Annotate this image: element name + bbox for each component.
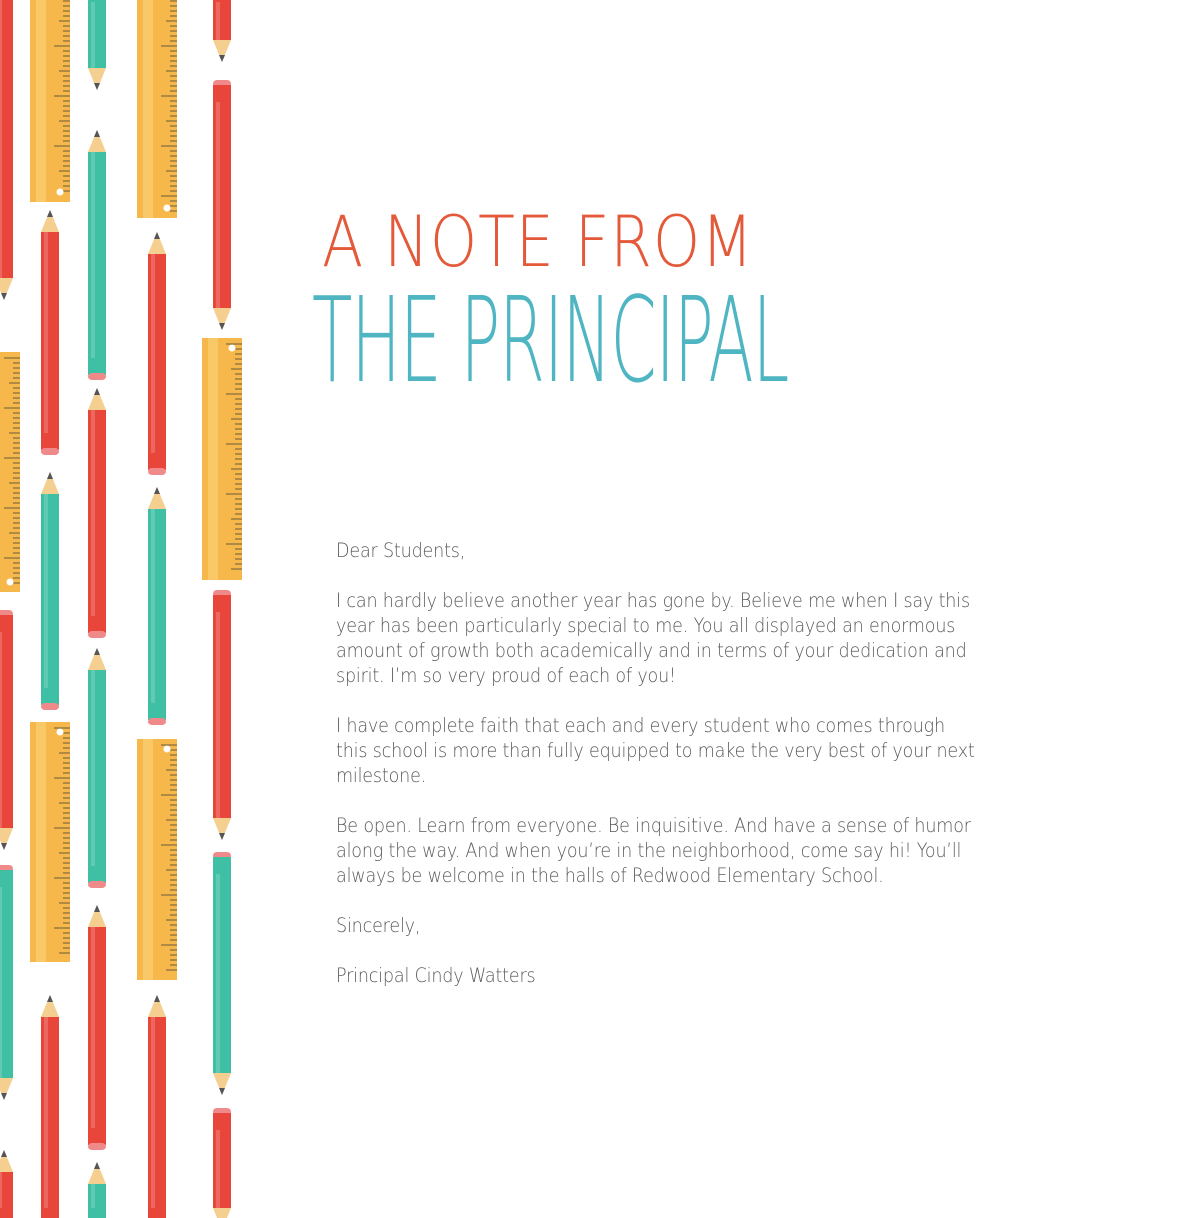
- pencil-icon: [41, 472, 59, 710]
- pencil-ruler-border: [0, 0, 250, 1218]
- ruler-icon: [30, 0, 70, 202]
- pencil-icon: [88, 388, 106, 638]
- letter-body: [336, 538, 1126, 1013]
- pencil-icon: [148, 232, 166, 475]
- pencil-icon: [213, 590, 231, 840]
- pencil-icon: [213, 0, 231, 62]
- pencil-icon: [148, 995, 166, 1218]
- pencil-icon: [0, 0, 13, 300]
- title-line-2: THE PRINCIPAL: [312, 271, 789, 409]
- ruler-icon: [137, 0, 177, 218]
- pencil-icon: [41, 210, 59, 455]
- closing: Sincerely,: [336, 914, 421, 937]
- paragraph-2: I have complete faith that each and every student who comes through this school is more than fully equipped to make the very best of your next milestone.: [336, 714, 975, 787]
- pencil-icon: [88, 1162, 106, 1218]
- pencil-icon: [88, 648, 106, 888]
- pencil-icon: [88, 0, 106, 90]
- pencil-icon: [0, 865, 13, 1100]
- ruler-icon: [30, 722, 70, 962]
- pencil-icon: [213, 80, 231, 330]
- ruler-icon: [0, 352, 20, 592]
- pencil-icon: [148, 487, 166, 725]
- pencil-icon: [213, 1108, 231, 1218]
- ruler-icon: [202, 338, 242, 580]
- ruler-icon: [137, 739, 177, 980]
- paragraph-3: Be open. Learn from everyone. Be inquisitive. And have a sense of humor along the way. And when you’re in the neighborhood, come say hi! You’ll always be welcome in the halls of Redwood Elementary School.: [336, 814, 971, 887]
- pencil-icon: [213, 852, 231, 1095]
- paragraph-1: I can hardly believe another year has gone by. Believe me when I say this year has been particularly special to me. You all displayed an enormous amount of growth both academically and in terms of your dedication and spirit. I’m so very proud of each of you!: [336, 589, 970, 687]
- pencil-icon: [0, 610, 13, 850]
- signature: Principal Cindy Watters: [336, 964, 536, 987]
- pencil-icon: [88, 905, 106, 1150]
- greeting: Dear Students,: [336, 539, 466, 562]
- pencil-icon: [41, 995, 59, 1218]
- title-line-1: A NOTE FROM: [322, 201, 754, 283]
- pencil-icon: [88, 130, 106, 380]
- pencil-icon: [0, 1150, 13, 1218]
